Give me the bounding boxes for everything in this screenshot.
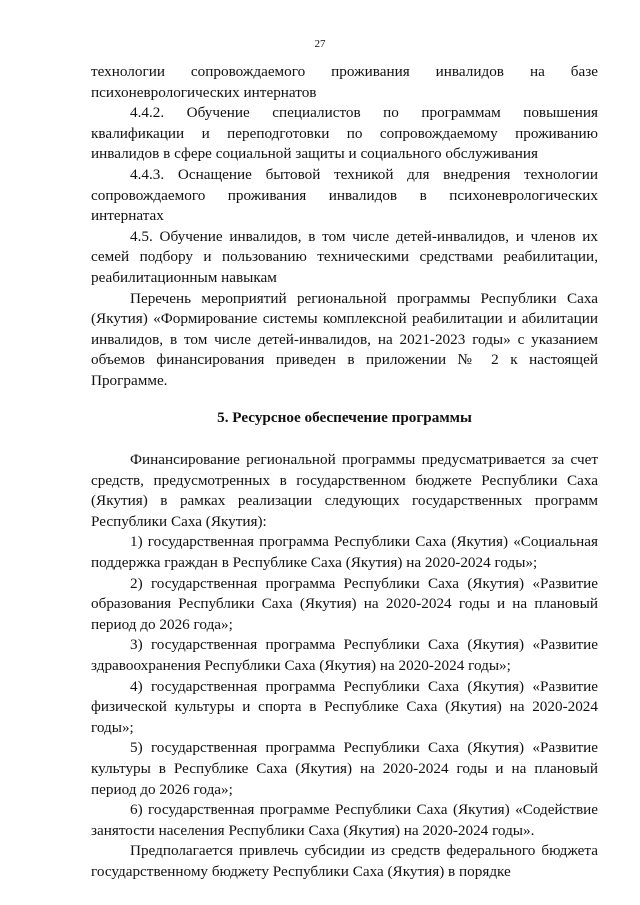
list-item-program-3: 3) государственная программа Республики Саха (Якутия) «Развитие здравоохранения Республики Саха (Якутия) на 2020-2024 годы»; bbox=[91, 636, 598, 675]
paragraph-4-4-2: 4.4.2. Обучение специалистов по программам повышения квалификации и переподготовки по сопровождаемому проживанию инвалидов в сфере социальной защиты и социального обслуживания bbox=[91, 104, 598, 163]
list-item-program-5: 5) государственная программа Республики Саха (Якутия) «Развитие культуры в Республике Саха (Якутия) на 2020-2024 годы и на плановый период до 2026 года»; bbox=[91, 739, 598, 798]
paragraph-4-5: 4.5. Обучение инвалидов, в том числе детей-инвалидов, и членов их семей подбору и пользованию техническими средствами реабилитации, реабилитационным навыкам bbox=[91, 227, 598, 286]
page-number: 27 bbox=[314, 38, 326, 50]
list-item-program-2: 2) государственная программа Республики Саха (Якутия) «Развитие образования Республики Саха (Якутия) на 2020-2024 годы и на плановый период до 2026 года»; bbox=[91, 574, 598, 633]
section-heading: 5. Ресурсное обеспечение программы bbox=[217, 408, 472, 426]
list-item-program-6: 6) государственная программе Республики Саха (Якутия) «Содействие занятости населения Республики Саха (Якутия) на 2020-2024 годы». bbox=[91, 801, 598, 839]
paragraph-continuation: технологии сопровождаемого проживания инвалидов на базе психоневрологических интернатов bbox=[91, 63, 598, 101]
paragraph-4-4-3: 4.4.3. Оснащение бытовой техникой для внедрения технологии сопровождаемого проживания инвалидов в психоневрологических интернатах bbox=[91, 165, 598, 225]
paragraph-financing: Финансирование региональной программы предусматривается за счет средств, предусмотренных в государственном бюджете Республики Саха (Якутия) в рамках реализации следующих государственных программ Республики Саха (Якутия): bbox=[91, 451, 598, 530]
paragraph-federal-subsidies: Предполагается привлечь субсидии из средств федерального бюджета государственному бюджету Республики Саха (Якутия) в порядке bbox=[91, 842, 598, 880]
list-item-program-1: 1) государственная программа Республики Саха (Якутия) «Социальная поддержка граждан в Республике Саха (Якутия) на 2020-2024 годы»; bbox=[91, 533, 598, 572]
list-item-program-4: 4) государственная программа Республики Саха (Якутия) «Развитие физической культуры и спорта в Республике Саха (Якутия) на 2020-2024 годы»; bbox=[91, 677, 598, 736]
paragraph-events-list: Перечень мероприятий региональной программы Республики Саха (Якутия) «Формирование системы комплексной реабилитации и абилитации инвалидов, в том числе детей-инвалидов, на 2021-2023 годы» с указанием объемов финансирования приведен в приложении № 2 к настоящей Программе. bbox=[91, 289, 598, 389]
document-body bbox=[91, 62, 598, 883]
